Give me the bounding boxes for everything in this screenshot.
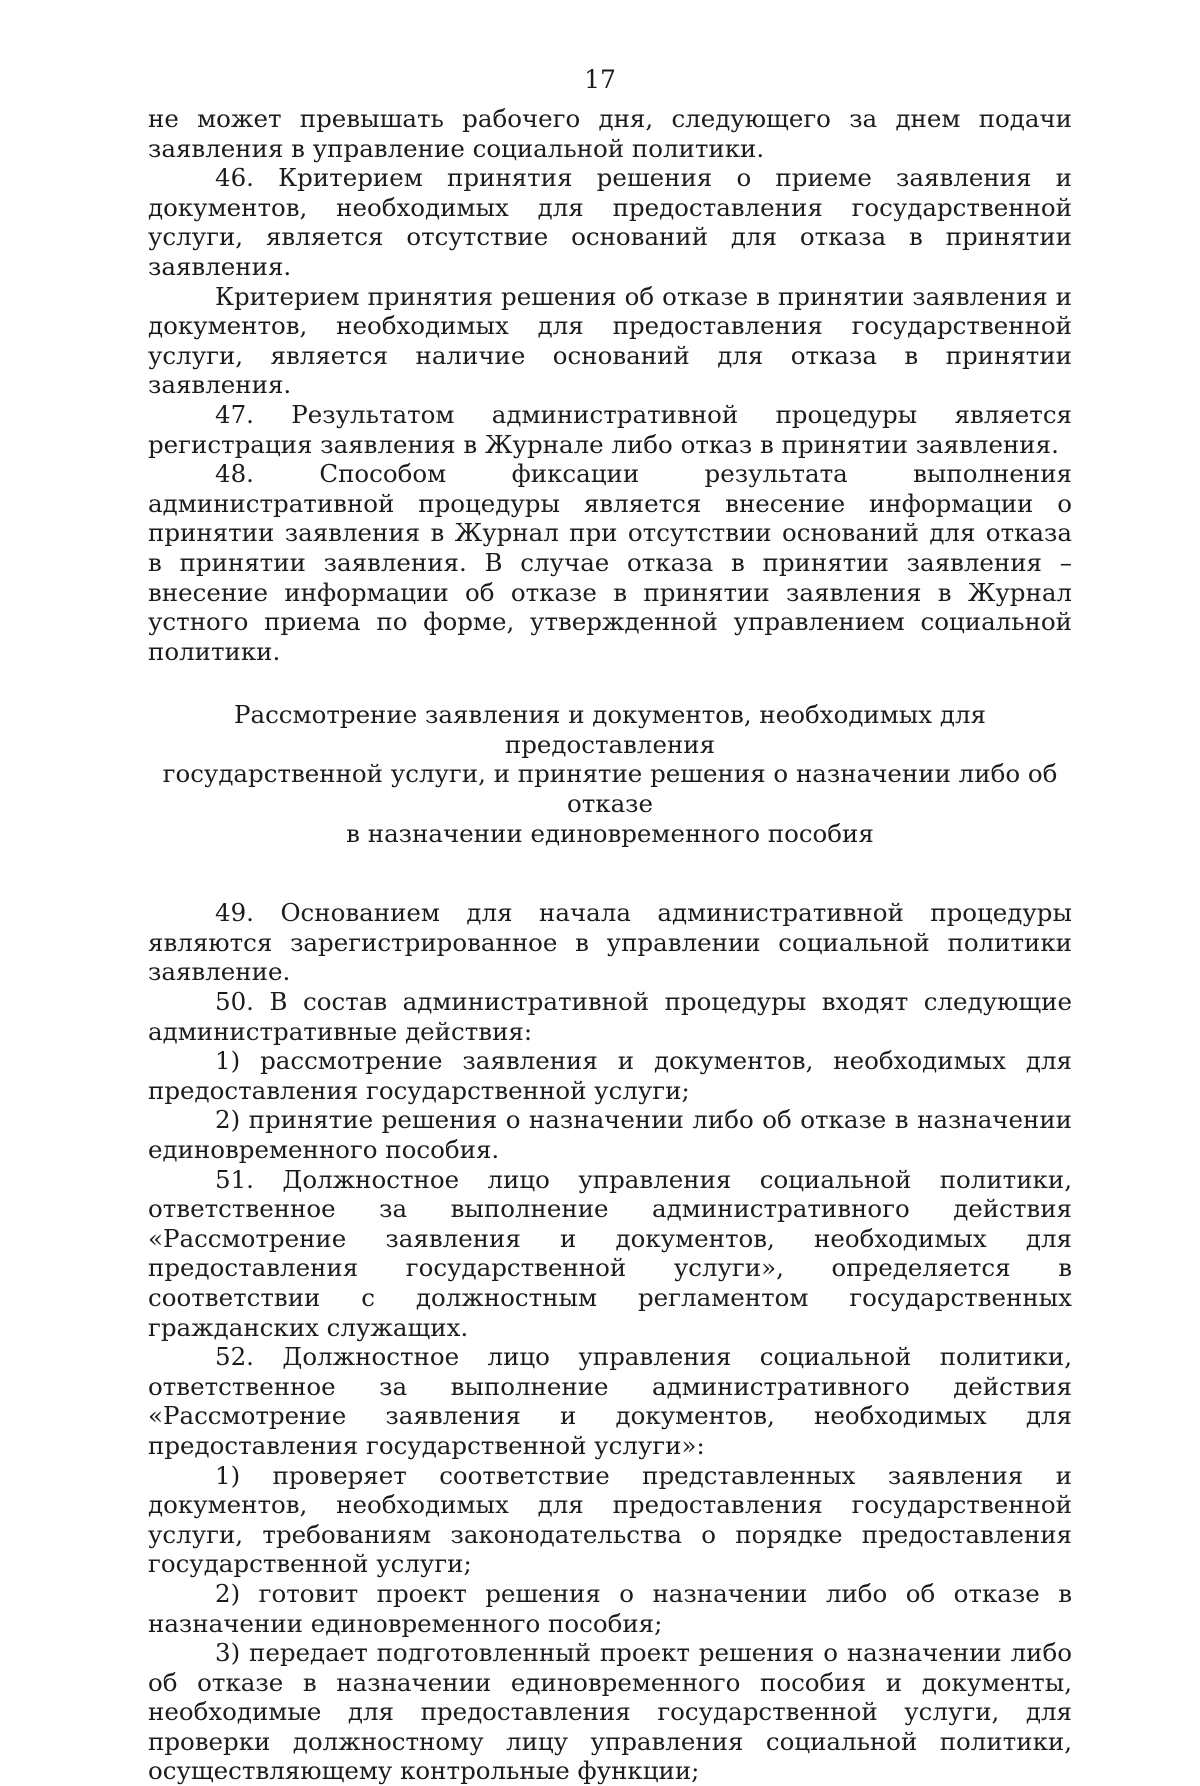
page-number: 17 — [584, 65, 616, 94]
paragraph-51: 51. Должностное лицо управления социальной политики, ответственное за выполнение административного действия «Рассмотрение заявления и документов, необходимых для предоставления государственной услуги», определяется в соответствии с должностным регламентом государственных гражданских служащих. — [148, 1164, 1072, 1342]
paragraph-46: 46. Критерием принятия решения о приеме заявления и документов, необходимых для предоставления государственной услуги, является отсутствие оснований для отказа в принятии заявления. — [148, 163, 1072, 281]
document-body — [148, 104, 1072, 1786]
paragraph-52-item-2: 2) готовит проект решения о назначении либо об отказе в назначении единовременного пособия; — [148, 1578, 1072, 1638]
paragraph-47: 47. Результатом административной процедуры является регистрация заявления в Журнале либо отказ в принятии заявления. — [148, 399, 1072, 459]
paragraph-49: 49. Основанием для начала административной процедуры являются зарегистрированное в управлении социальной политики заявление. — [148, 898, 1072, 987]
paragraph-50-item-1: 1) рассмотрение заявления и документов, необходимых для предоставления государственной услуги; — [148, 1046, 1072, 1105]
paragraph-52: 52. Должностное лицо управления социальной политики, ответственное за выполнение административного действия «Рассмотрение заявления и документов, необходимых для предоставления государственной услуги»: — [148, 1342, 1072, 1460]
section-heading-line: государственной услуги, и принятие решения о назначении либо об отказе — [162, 759, 1058, 819]
paragraph-52-item-3: 3) передает подготовленный проект решения о назначении либо об отказе в назначении единовременного пособия и документы, необходимые для предоставления государственной услуги, для проверки должностному лицу управления социальной политики, осуществляющему контрольные функции; — [148, 1638, 1072, 1786]
paragraph-50: 50. В состав административной процедуры входят следующие административные действия: — [148, 987, 1072, 1046]
section-heading — [148, 700, 1072, 848]
section-heading-line: в назначении единовременного пособия — [346, 818, 874, 848]
paragraph-50-item-2: 2) принятие решения о назначении либо об отказе в назначении единовременного пособия. — [148, 1105, 1072, 1164]
paragraph-46-refusal: Критерием принятия решения об отказе в принятии заявления и документов, необходимых для предоставления государственной услуги, является наличие оснований для отказа в принятии заявления. — [148, 281, 1072, 400]
paragraph-52-item-1: 1) проверяет соответствие представленных заявления и документов, необходимых для предоставления государственной услуги, требованиям законодательства о порядке предоставления государственной услуги; — [148, 1460, 1072, 1579]
section-heading-line: Рассмотрение заявления и документов, необходимых для предоставления — [233, 700, 987, 759]
paragraph-48: 48. Способом фиксации результата выполнения административной процедуры является внесение информации о принятии заявления в Журнал при отсутствии оснований для отказа в принятии заявления. В случае отказа в принятии заявления – внесение информации об отказе в принятии заявления в Журнал устного приема по форме, утвержденной управлением социальной политики. — [148, 459, 1072, 666]
paragraph-continuation: не может превышать рабочего дня, следующего за днем подачи заявления в управление социальной политики. — [148, 104, 1072, 163]
